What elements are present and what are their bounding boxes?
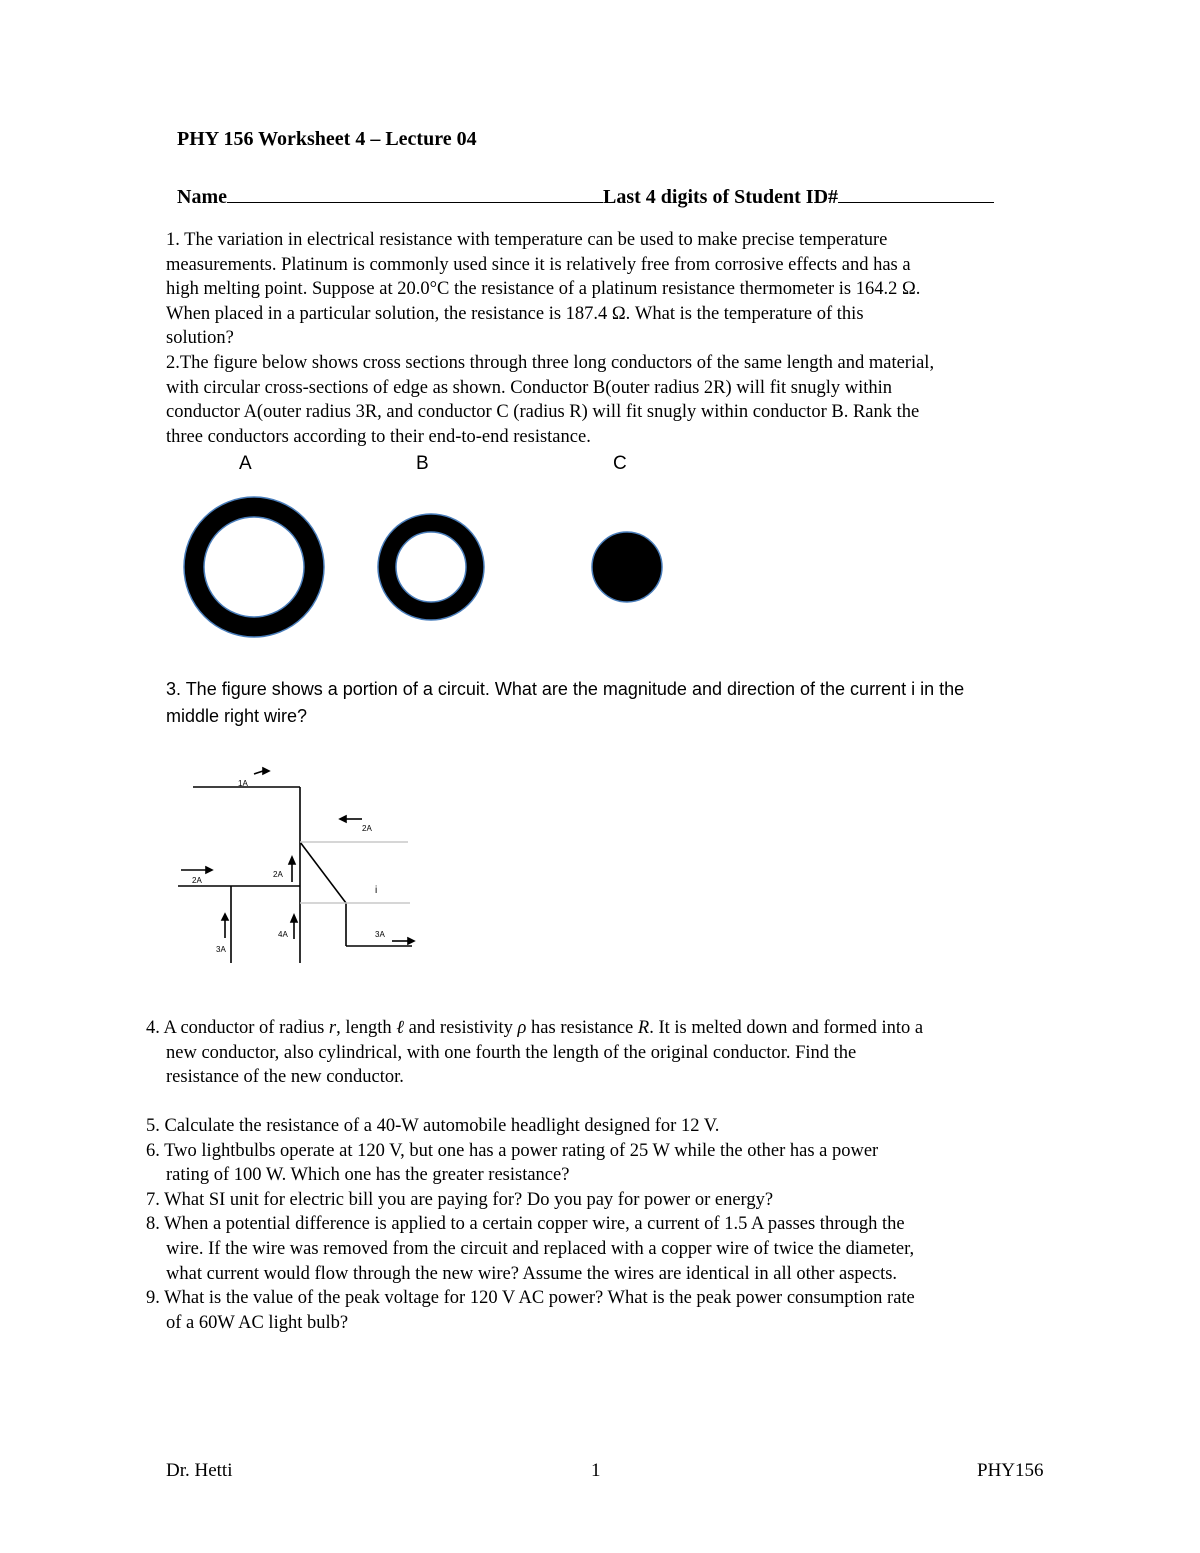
conductor-c-disk <box>592 532 662 602</box>
question-2-line: 2.The figure below shows cross sections through three long conductors of the same length and material, <box>166 352 935 373</box>
footer-course: PHY156 <box>977 1460 1044 1481</box>
question-1-line: 1. The variation in electrical resistance with temperature can be used to make precise temperature <box>166 230 888 250</box>
question-8-cont: what current would flow through the new wire? Assume the wires are identical in all other aspects. <box>166 1263 898 1284</box>
question-4 <box>146 1016 1076 1090</box>
conductor-b-ring <box>378 514 484 620</box>
question-1-line: high melting point. Suppose at 20.0°C the resistance of a platinum resistance thermometer is 164.2 Ω. <box>166 279 921 300</box>
question-1-line: When placed in a particular solution, the resistance is 187.4 Ω. What is the temperature of this <box>166 303 864 324</box>
label-upper-right: 2A <box>362 824 372 833</box>
question-3 <box>166 676 1086 730</box>
label-bottom-mid: 4A <box>278 930 288 939</box>
circuit-diagram <box>170 760 430 970</box>
question-1-line: measurements. Platinum is commonly used since it is relatively free from corrosive effects and has a <box>166 254 911 275</box>
footer-page-number: 1 <box>591 1460 601 1481</box>
id-label: Last 4 digits of Student ID# <box>602 186 839 208</box>
arrow-up-icon <box>222 914 228 920</box>
label-bottom-right: 3A <box>375 930 385 939</box>
conductor-label-a: A <box>239 453 252 474</box>
question-2-line: three conductors according to their end-to-end resistance. <box>166 426 591 447</box>
question-5: 5. Calculate the resistance of a 40-W automobile headlight designed for 12 V. <box>146 1116 720 1136</box>
arrow-up-icon <box>291 915 297 922</box>
arrow-right-icon <box>408 938 414 944</box>
label-top: 1A <box>238 779 248 788</box>
question-2-line: with circular cross-sections of edge as shown. Conductor B(outer radius 2R) will fit snugly within <box>166 377 892 398</box>
id-blank[interactable] <box>838 184 994 203</box>
arrow-left-icon <box>340 816 346 822</box>
question-2-line: conductor A(outer radius 3R, and conductor C (radius R) will fit snugly within conductor B. Rank the <box>166 402 920 423</box>
question-6: 6. Two lightbulbs operate at 120 V, but one has a power rating of 25 W while the other has a power <box>146 1140 879 1161</box>
label-left: 2A <box>192 876 202 885</box>
question-4-line: new conductor, also cylindrical, with one fourth the length of the original conductor. Find the <box>166 1042 857 1063</box>
arrow-right-icon <box>263 768 269 774</box>
name-blank[interactable] <box>227 184 603 203</box>
question-3-line: middle right wire? <box>166 706 308 726</box>
arrow-up-icon <box>289 857 295 864</box>
question-3-line: 3. The figure shows a portion of a circuit. What are the magnitude and direction of the current i in the <box>166 679 965 699</box>
conductor-a-ring <box>184 497 324 637</box>
label-current: i <box>375 885 378 896</box>
arrow-right-icon <box>206 867 212 873</box>
question-8-cont: wire. If the wire was removed from the circuit and replaced with a copper wire of twice the diameter, <box>166 1238 915 1259</box>
question-7: 7. What SI unit for electric bill you are paying for? Do you pay for power or energy? <box>146 1189 774 1210</box>
label-bottom-left: 3A <box>216 945 226 954</box>
question-4-line: resistance of the new conductor. <box>166 1067 404 1088</box>
footer-author: Dr. Hetti <box>166 1460 233 1481</box>
label-middle: 2A <box>273 870 283 879</box>
question-1 <box>166 228 1076 449</box>
conductor-cross-sections <box>170 485 690 655</box>
question-9: 9. What is the value of the peak voltage for 120 V AC power? What is the peak power consumption rate <box>146 1288 915 1309</box>
question-9-cont: of a 60W AC light bulb? <box>166 1312 349 1333</box>
name-id-line <box>177 184 994 209</box>
diagonal-wire <box>300 842 346 903</box>
question-6-cont: rating of 100 W. Which one has the greater resistance? <box>166 1165 570 1186</box>
conductor-label-c: C <box>613 453 627 474</box>
conductor-label-b: B <box>416 453 429 474</box>
question-list <box>146 1114 1076 1335</box>
worksheet-title: PHY 156 Worksheet 4 – Lecture 04 <box>177 128 477 150</box>
name-label: Name <box>177 186 227 208</box>
question-8: 8. When a potential difference is applied to a certain copper wire, a current of 1.5 A passes through the <box>146 1214 905 1235</box>
question-4-line: 4. A conductor of radius r, length ℓ and resistivity ρ has resistance R. It is melted down and formed into a <box>146 1018 924 1038</box>
question-1-line: solution? <box>166 328 234 349</box>
